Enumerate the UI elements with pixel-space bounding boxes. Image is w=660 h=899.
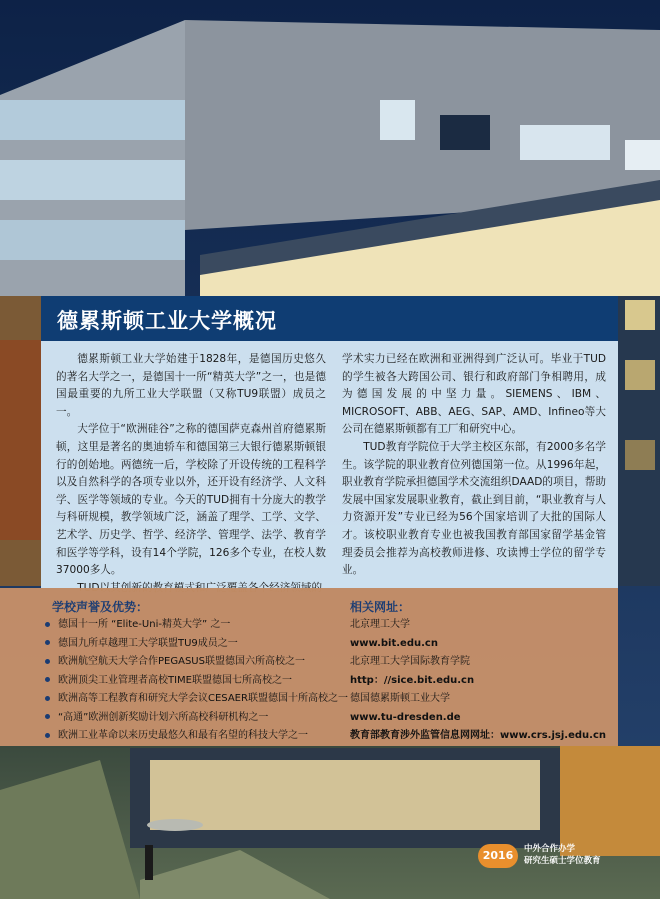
title-bar <box>41 296 618 341</box>
bullet-icon <box>45 622 50 627</box>
list-item: 德国九所卓越理工大学联盟TU9成员之一 <box>45 635 348 654</box>
bullet-icon <box>45 640 50 645</box>
link-label: 北京理工大学国际教育学院 <box>350 656 470 667</box>
advantages-heading: 学校声誉及优势： <box>52 600 149 614</box>
website-link[interactable]: http：//sice.bit.edu.cn <box>350 674 475 686</box>
list-item: “高通”欧洲创新奖励计划六所高校科研机构之一 <box>45 709 348 728</box>
intro-paragraph: 学术实力已经在欧洲和亚洲得到广泛认可。毕业于TUD的学生被各大跨国公司、银行和政府部门争相聘用，成为德国发展的中坚力量。SIEMENS、IBM、MICROSOFT、ABB、AEG、SAP、AMD、Infineo等大公司在德累斯顿都有工厂和研究中心。 <box>342 353 606 436</box>
intro-paragraph: 德累斯顿工业大学始建于1828年，是德国历史悠久的著名大学之一，是德国十一所“精英大学”之一，也是德国最重要的九所工业大学联盟（又称TU9联盟）成员之一。 <box>56 353 326 418</box>
list-item: 德国十一所 “Elite-Uni-精英大学” 之一 <box>45 616 348 635</box>
page-title: 德累斯顿工业大学概况 <box>57 309 277 333</box>
bullet-icon <box>45 677 50 682</box>
advantages-list <box>45 616 348 746</box>
footer-caption <box>524 843 601 867</box>
website-link[interactable]: 教育部教育涉外监管信息网网址：www.crs.jsj.edu.cn <box>350 730 606 741</box>
intro-paragraph: TUD教育学院位于大学主校区东部，有2000多名学生。该学院的职业教育位列德国第一位。从1996年起，职业教育学院承担德国学术交流组织DAAD的项目，帮助发展中国家发展职业教育，截止到目前，“职业教育与人力资源开发”专业已经为56个国家培训了大批的国际人才。该校职业教育专业也被我国教育部国家留学基金管理委员会推荐为高校教师进修、攻读博士学位的留学专业。 <box>342 440 606 577</box>
footer-line: 研究生硕士学位教育 <box>524 856 601 866</box>
list-item: 欧洲工业革命以来历史最悠久和最有名望的科技大学之一 <box>45 727 348 746</box>
list-item: 欧洲高等工程教育和研究大学会议CESAER联盟德国十所高校之一 <box>45 690 348 709</box>
footer-line: 中外合作办学 <box>524 844 576 854</box>
page-footer-badge <box>478 842 618 870</box>
website-link[interactable]: www.bit.edu.cn <box>350 637 438 649</box>
intro-paragraph: 大学位于“欧洲硅谷”之称的德国萨克森州首府德累斯顿，这里是著名的奥迪轿车和德国第三大银行德累斯顿银行的创始地。两德统一后，学校除了开设传统的工程科学以及自然科学的各项专业以外，还开设有经济学、人文科学、医学等领域的专业。今天的TUD拥有十分庞大的教学与科研规模，教学领域广泛，涵盖了理学、工学、文学、艺术学、历史学、哲学、经济学、管理学、法学、教育学和医学等学科，设有14个学院，126多个专业，在校人数37000多人。 <box>56 423 326 577</box>
intro-panel <box>41 341 618 588</box>
list-item: 欧洲顶尖工业管理者高校TIME联盟德国七所高校之一 <box>45 672 348 691</box>
bullet-icon <box>45 659 50 664</box>
link-label: 德国德累斯顿工业大学 <box>350 693 450 704</box>
page-number: 2016 <box>478 844 518 868</box>
link-label: 北京理工大学 <box>350 619 410 630</box>
links-list <box>350 616 606 746</box>
list-item: 欧洲航空航天大学合作PEGASUS联盟德国六所高校之一 <box>45 653 348 672</box>
links-heading: 相关网址： <box>350 600 411 614</box>
bullet-icon <box>45 714 50 719</box>
bullet-icon <box>45 733 50 738</box>
website-link[interactable]: www.tu-dresden.de <box>350 711 461 723</box>
bullet-icon <box>45 696 50 701</box>
intro-left-column <box>56 351 326 597</box>
intro-right-column <box>342 351 606 580</box>
info-panel <box>0 588 618 746</box>
